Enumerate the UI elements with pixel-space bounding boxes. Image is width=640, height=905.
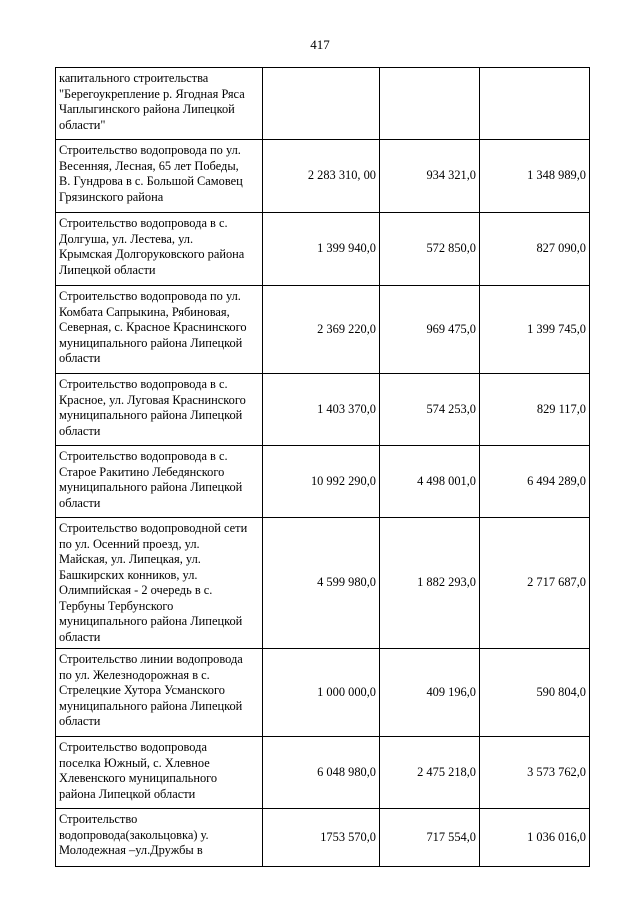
- total-amount-cell: 2 283 310, 00: [263, 140, 380, 213]
- regional-amount-cell: 1 348 989,0: [480, 140, 590, 213]
- project-name-cell: Строительство водопровода поселка Южный, с. Хлевное Хлевенского муниципального района Липецкой области: [56, 737, 263, 809]
- table-row: [56, 737, 590, 809]
- federal-amount-cell: 934 321,0: [380, 140, 480, 213]
- total-amount-cell: 1 000 000,0: [263, 649, 380, 737]
- regional-amount-cell: 3 573 762,0: [480, 737, 590, 809]
- table-row: [56, 140, 590, 213]
- table-row: [56, 446, 590, 518]
- total-amount-cell: 1753 570,0: [263, 809, 380, 867]
- regional-amount-cell: [480, 68, 590, 140]
- table-row: [56, 286, 590, 374]
- regional-amount-cell: 590 804,0: [480, 649, 590, 737]
- budget-table: [55, 67, 590, 867]
- federal-amount-cell: 2 475 218,0: [380, 737, 480, 809]
- project-name-cell: Строительство водопровода в с. Долгуша, ул. Лестева, ул. Крымская Долгоруковского района Липецкой области: [56, 213, 263, 286]
- federal-amount-cell: 572 850,0: [380, 213, 480, 286]
- regional-amount-cell: 827 090,0: [480, 213, 590, 286]
- federal-amount-cell: 1 882 293,0: [380, 518, 480, 649]
- federal-amount-cell: 717 554,0: [380, 809, 480, 867]
- federal-amount-cell: 409 196,0: [380, 649, 480, 737]
- table-row: [56, 68, 590, 140]
- table-row: [56, 213, 590, 286]
- project-name-cell: Строительство водопровода по ул. Комбата Сапрыкина, Рябиновая, Северная, с. Красное Краснинского муниципального района Липецкой области: [56, 286, 263, 374]
- total-amount-cell: [263, 68, 380, 140]
- regional-amount-cell: 1 399 745,0: [480, 286, 590, 374]
- table-row: [56, 649, 590, 737]
- total-amount-cell: 4 599 980,0: [263, 518, 380, 649]
- project-name-cell: Строительство водопровода(закольцовка) у. Молодежная –ул.Дружбы в: [56, 809, 263, 867]
- project-name-cell: Строительство водопровода в с. Старое Ракитино Лебедянского муниципального района Липецкой области: [56, 446, 263, 518]
- federal-amount-cell: 4 498 001,0: [380, 446, 480, 518]
- federal-amount-cell: [380, 68, 480, 140]
- project-name-cell: капитального строительства "Берегоукрепление р. Ягодная Ряса Чаплыгинского района Липецкой области": [56, 68, 263, 140]
- regional-amount-cell: 2 717 687,0: [480, 518, 590, 649]
- total-amount-cell: 2 369 220,0: [263, 286, 380, 374]
- regional-amount-cell: 829 117,0: [480, 374, 590, 446]
- regional-amount-cell: 1 036 016,0: [480, 809, 590, 867]
- project-name-cell: Строительство водопровода в с. Красное, ул. Луговая Краснинского муниципального района Липецкой области: [56, 374, 263, 446]
- federal-amount-cell: 574 253,0: [380, 374, 480, 446]
- table-row: [56, 374, 590, 446]
- total-amount-cell: 1 399 940,0: [263, 213, 380, 286]
- regional-amount-cell: 6 494 289,0: [480, 446, 590, 518]
- federal-amount-cell: 969 475,0: [380, 286, 480, 374]
- total-amount-cell: 10 992 290,0: [263, 446, 380, 518]
- project-name-cell: Строительство водопроводной сети по ул. Осенний проезд, ул. Майская, ул. Липецкая, ул. Башкирских конников, ул. Олимпийская - 2 очередь в с. Тербуны Тербунского муниципального района Липецкой области: [56, 518, 263, 649]
- page-number: 417: [310, 37, 330, 52]
- table-row: [56, 809, 590, 867]
- total-amount-cell: 1 403 370,0: [263, 374, 380, 446]
- table-row: [56, 518, 590, 649]
- project-name-cell: Строительство линии водопровода по ул. Железнодорожная в с. Стрелецкие Хутора Усманского муниципального района Липецкой области: [56, 649, 263, 737]
- project-name-cell: Строительство водопровода по ул. Весенняя, Лесная, 65 лет Победы, В. Гундрова в с. Большой Самовец Грязинского района: [56, 140, 263, 213]
- total-amount-cell: 6 048 980,0: [263, 737, 380, 809]
